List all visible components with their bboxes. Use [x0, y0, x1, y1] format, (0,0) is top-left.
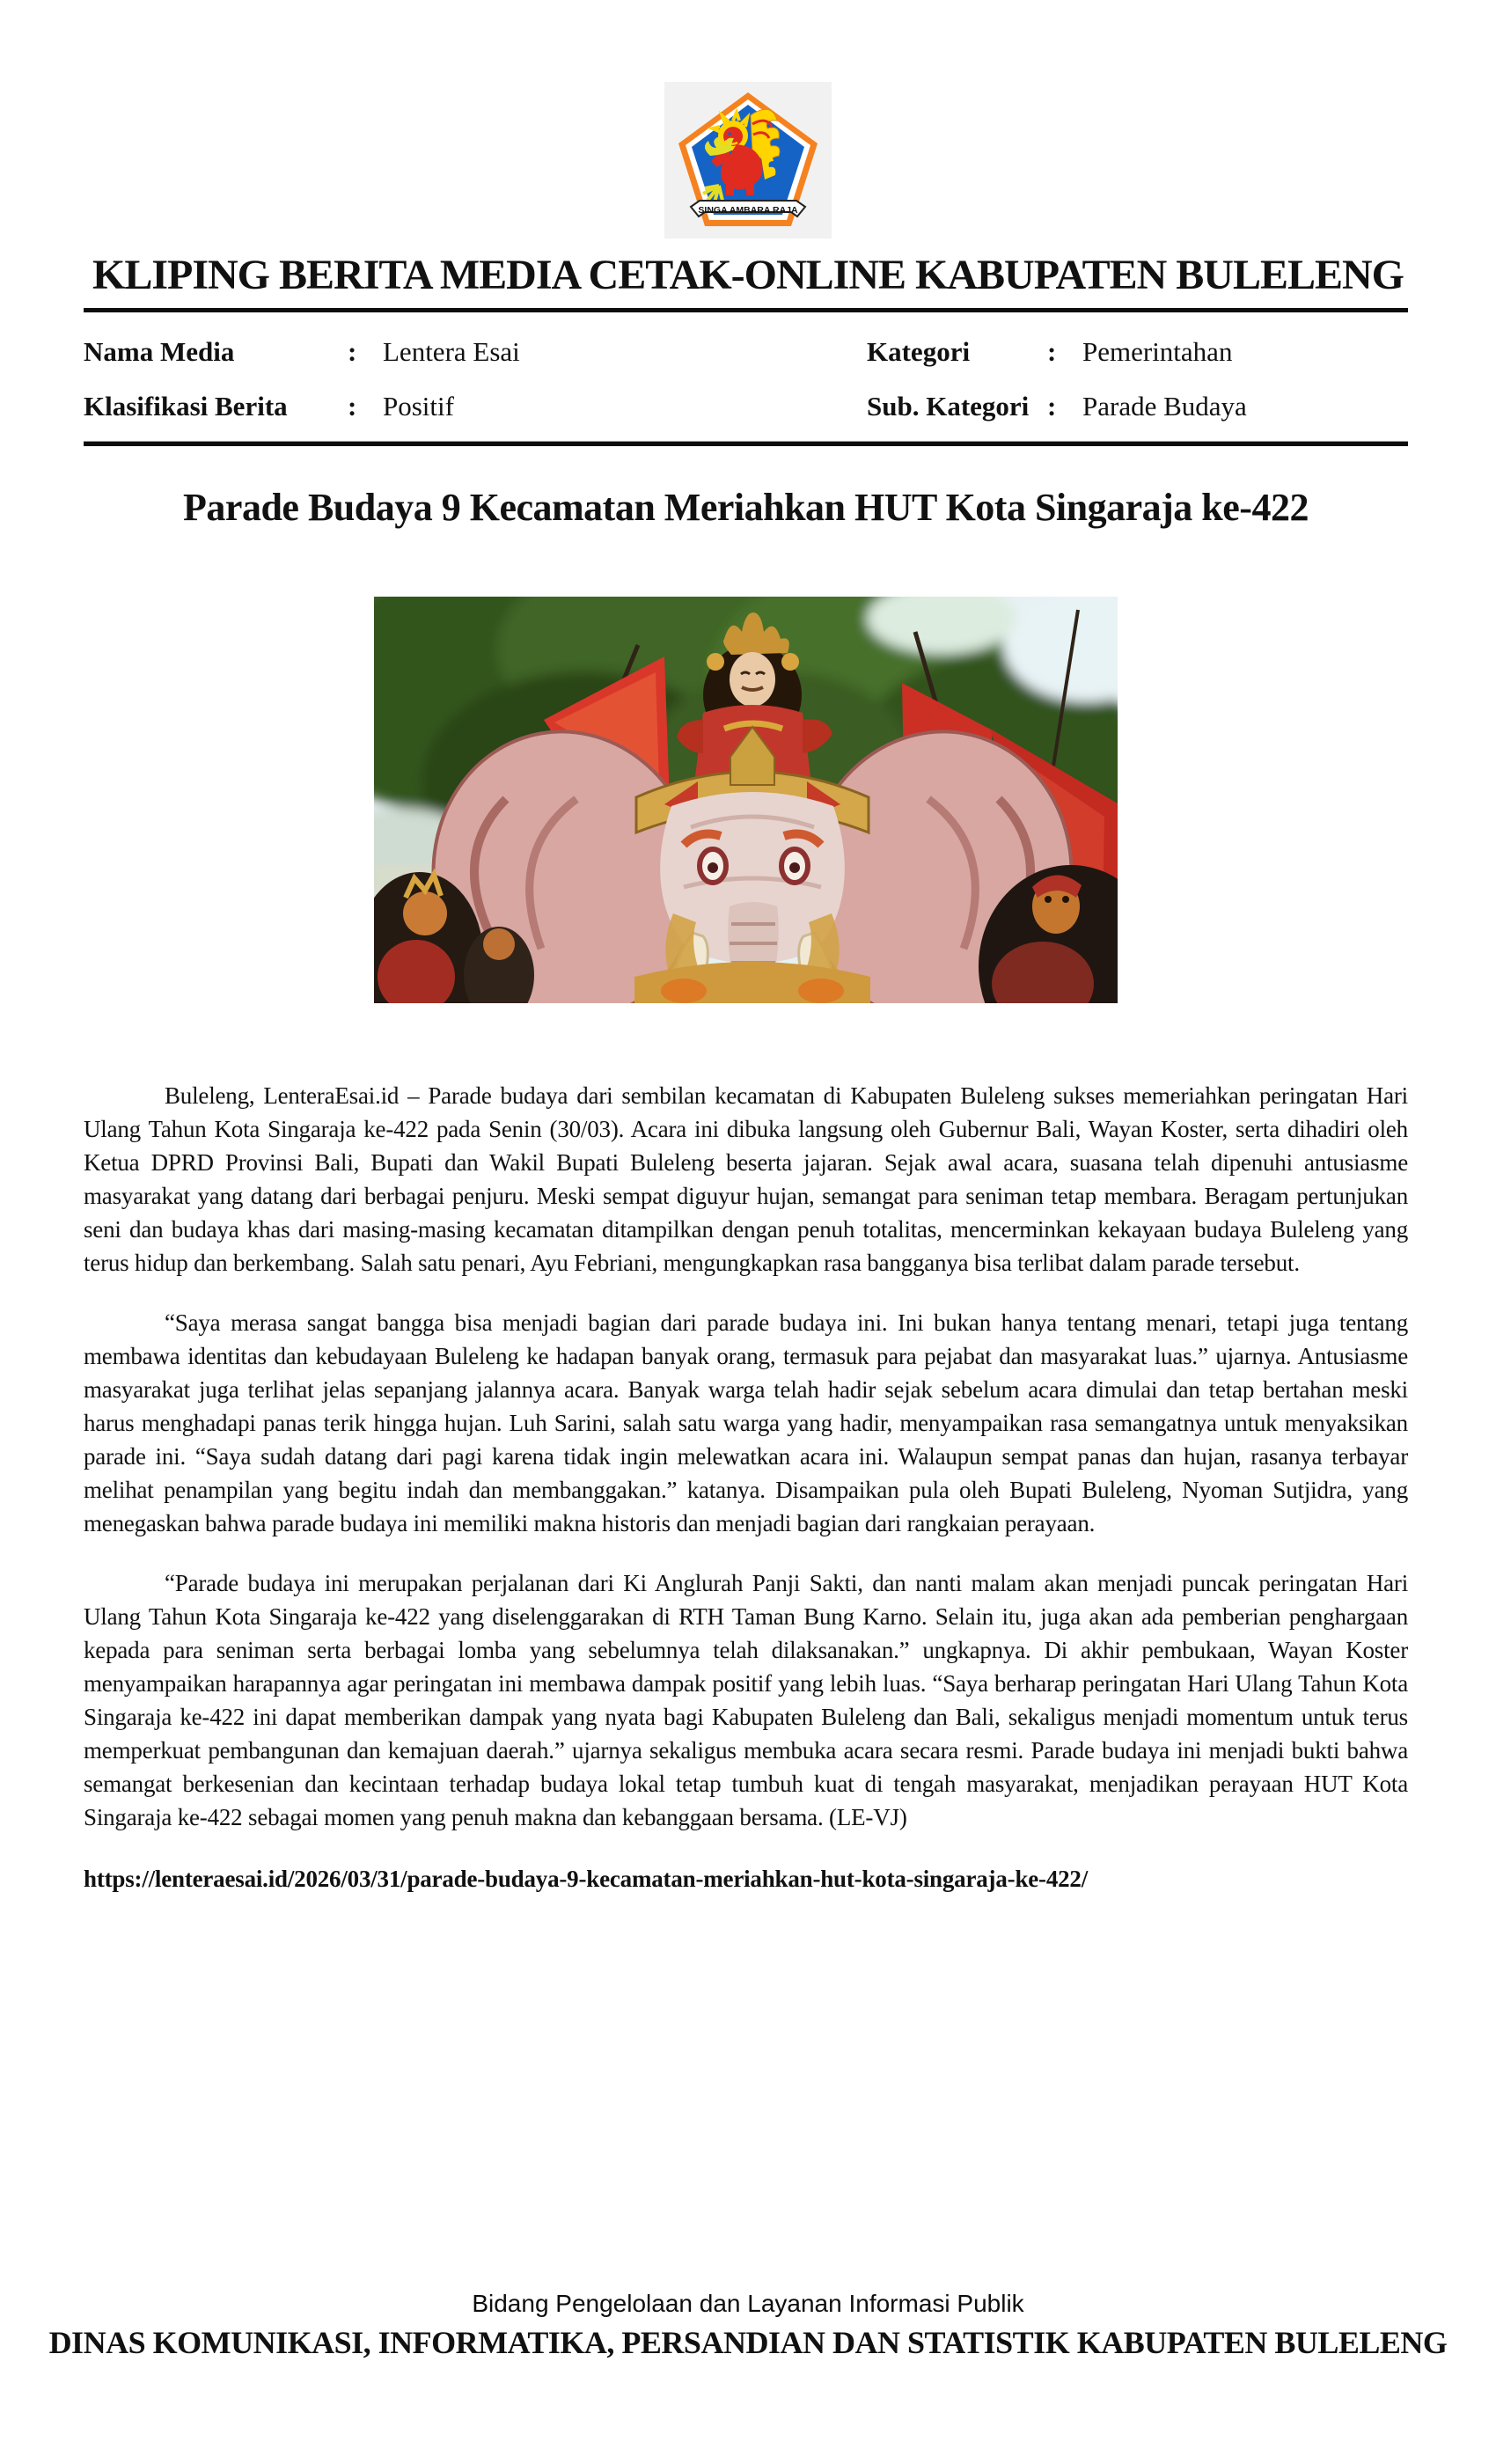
meta-value-kategori: Pemerintahan: [1082, 336, 1233, 367]
meta-colon: :: [1047, 391, 1057, 422]
logo-container: [0, 0, 1496, 238]
article-paragraph-1: Buleleng, LenteraEsai.id – Parade budaya dari sembilan kecamatan di Kabupaten Buleleng sukses memeriahkan peringatan Hari Ulang Tahun Kota Singaraja ke-422 pada Senin (30/03). Acara ini dibuka langsung oleh Gubernur Bali, Wayan Koster, serta dihadiri oleh Ketua DPRD Provinsi Bali, Bupati dan Wakil Bupati Buleleng beserta jajaran. Sejak awal acara, suasana telah dipenuhi antusiasme masyarakat yang datang dari berbagai penjuru. Meski sempat diguyur hujan, semangat para seniman tetap membara. Beragam pertunjukan seni dan budaya khas dari masing-masing kecamatan ditampilkan dengan penuh totalitas, mencerminkan kekayaan budaya Buleleng yang terus hidup dan berkembang. Salah satu penari, Ayu Febriani, mengungkapkan rasa bangganya bisa terlibat dalam parade tersebut.: [84, 1082, 1408, 1276]
parade-photo-illustration: [374, 597, 1118, 1003]
meta-label-kategori: Kategori: [867, 336, 971, 367]
footer-division-name: Bidang Pengelolaan dan Layanan Informasi Publik: [472, 2290, 1024, 2317]
meta-label-nama-media: Nama Media: [84, 336, 235, 367]
meta-colon: :: [1047, 336, 1057, 367]
article-source-url[interactable]: https://lenteraesai.id/2026/03/31/parade-budaya-9-kecamatan-meriahkan-hut-kota-singaraja-ke-422/: [84, 1866, 1089, 1892]
meta-value-nama-media: Lentera Esai: [383, 336, 520, 367]
meta-value-klasifikasi: Positif: [383, 391, 454, 422]
metadata-divider-line: [84, 441, 1408, 446]
logo-banner-text: SINGA AMBARA RAJA: [698, 205, 798, 216]
meta-colon: :: [348, 336, 357, 367]
meta-label-sub-kategori: Sub. Kategori: [867, 391, 1030, 422]
page-footer: [0, 2290, 1496, 2361]
article-paragraph-2: “Saya merasa sangat bangga bisa menjadi bagian dari parade budaya ini. Ini bukan hanya tentang menari, tetapi juga tentang membawa identitas dan kebudayaan Buleleng ke hadapan banyak orang, termasuk para pejabat dan masyarakat luas.” ujarnya. Antusiasme masyarakat juga terlihat jelas sepanjang jalannya acara. Banyak warga telah hadir sejak sebelum acara dimulai dan tetap bertahan meski harus menghadapi panas terik hingga hujan. Luh Sarini, salah satu warga yang hadir, menyampaikan rasa semangatnya untuk menyaksikan parade ini. “Saya sudah datang dari pagi karena tidak ingin melewatkan acara ini. Walaupun sempat panas dan hujan, rasanya terbayar melihat penampilan yang begitu indah dan membanggakan.” katanya. Disampaikan pula oleh Bupati Buleleng, Nyoman Sutjidra, yang menegaskan bahwa parade budaya ini memiliki makna historis dan menjadi bagian dari rangkaian perayaan.: [84, 1309, 1408, 1536]
buleleng-regency-emblem-icon: [664, 82, 832, 238]
meta-label-klasifikasi: Klasifikasi Berita: [84, 391, 288, 422]
meta-value-sub-kategori: Parade Budaya: [1082, 391, 1247, 422]
footer-agency-name: DINAS KOMUNIKASI, INFORMATIKA, PERSANDIAN DAN STATISTIK KABUPATEN BULELENG: [48, 2325, 1448, 2360]
article-title: Parade Budaya 9 Kecamatan Meriahkan HUT Kota Singaraja ke-422: [183, 486, 1309, 529]
document-title: KLIPING BERITA MEDIA CETAK-ONLINE KABUPATEN BULELENG: [92, 252, 1404, 298]
article-paragraph-3: “Parade budaya ini merupakan perjalanan dari Ki Anglurah Panji Sakti, dan nanti malam akan menjadi puncak peringatan Hari Ulang Tahun Kota Singaraja ke-422 yang diselenggarakan di RTH Taman Bung Karno. Selain itu, juga akan ada pemberian penghargaan kepada para seniman serta berbagai lomba yang sebelumnya telah dilaksanakan.” ungkapnya. Di akhir pembukaan, Wayan Koster menyampaikan harapannya agar peringatan ini membawa dampak positif yang lebih luas. “Saya berharap peringatan Hari Ulang Tahun Kota Singaraja ke-422 ini dapat memberikan dampak yang nyata bagi Kabupaten Buleleng dan Bali, sekaligus menjadi momentum untuk terus memperkuat pembangunan dan kemajuan daerah.” ujarnya sekaligus membuka acara secara resmi. Parade budaya ini menjadi bukti bahwa semangat berkesenian dan kecintaan terhadap budaya lokal tetap tumbuh kuat di tengah masyarakat, menjadikan perayaan HUT Kota Singaraja ke-422 sebagai momen yang penuh makna dan kebanggaan bersama. (LE-VJ): [84, 1570, 1408, 1830]
logo-banner-ribbon: [691, 201, 805, 216]
metadata-table: [84, 312, 1408, 434]
article-photo: [374, 597, 1118, 1003]
meta-colon: :: [348, 391, 357, 422]
article-body: [84, 1079, 1408, 1834]
